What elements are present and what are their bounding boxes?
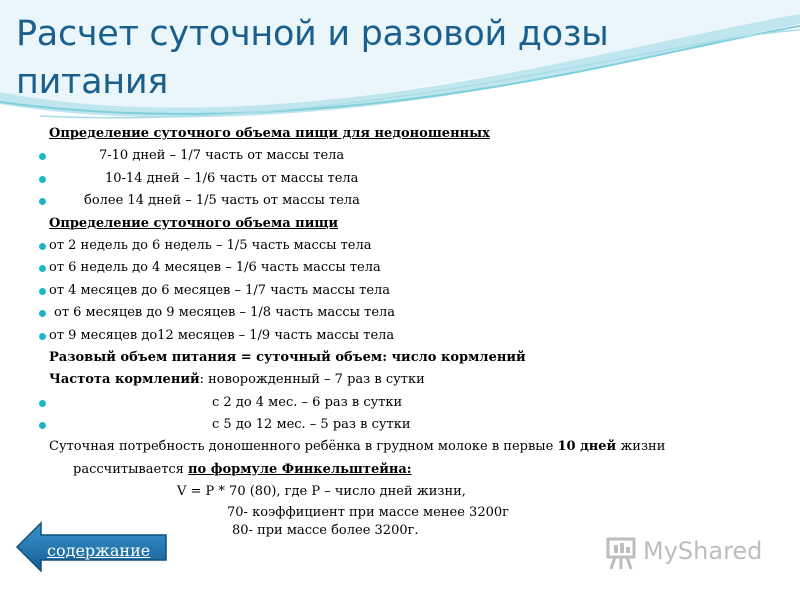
formula-line: V = P * 70 (80), где P – число дней жизни,: [177, 484, 466, 500]
list-item: более 14 дней – 1/5 часть от массы тела: [49, 190, 759, 212]
list-item: от 6 месяцев до 9 месяцев – 1/8 часть массы тела: [49, 302, 759, 324]
finkelstein-intro: Суточная потребность доношенного ребёнка в грудном молоке в первые 10 дней жизни: [49, 439, 666, 455]
heading-premature: Определение суточного объема пищи для недоношенных: [49, 126, 490, 141]
list-item: от 6 недель до 4 месяцев – 1/6 часть массы тела: [49, 257, 759, 279]
formula-line: 70- коэффициент при массе менее 3200г: [227, 504, 509, 520]
page-title: Расчет суточной и разовой дозы питания: [16, 14, 609, 102]
list-item: с 5 до 12 мес. – 5 раз в сутки: [49, 414, 759, 436]
finkelstein-method: рассчитывается по формуле Финкельштейна:: [73, 461, 412, 477]
myshared-logo: [605, 533, 775, 573]
logo-text: MyShared: [643, 537, 763, 565]
formula-line: 80- при массе более 3200г.: [232, 522, 419, 538]
content-body: [49, 123, 759, 540]
contents-button[interactable]: [14, 520, 169, 572]
list-item: от 9 месяцев до12 месяцев – 1/9 часть массы тела: [49, 325, 759, 347]
list-item: от 2 недель до 6 недель – 1/5 часть массы тела: [49, 235, 759, 257]
contents-button-label[interactable]: содержание: [47, 541, 151, 560]
feeding-frequency: Частота кормлений: новорожденный – 7 раз в сутки: [49, 372, 425, 388]
heading-daily: Определение суточного объема пищи: [49, 215, 339, 231]
single-dose-formula: Разовый объем питания = суточный объем: число кормлений: [49, 349, 526, 365]
myshared-logo-icon: [605, 535, 639, 571]
list-item: от 4 месяцев до 6 месяцев – 1/7 часть массы тела: [49, 280, 759, 302]
finkelstein-formula-link: по формуле Финкельштейна:: [188, 461, 412, 477]
list-item: 7-10 дней – 1/7 часть от массы тела: [49, 145, 759, 167]
list-item: с 2 до 4 мес. – 6 раз в сутки: [49, 392, 759, 414]
list-item: 10-14 дней – 1/6 часть от массы тела: [49, 168, 759, 190]
